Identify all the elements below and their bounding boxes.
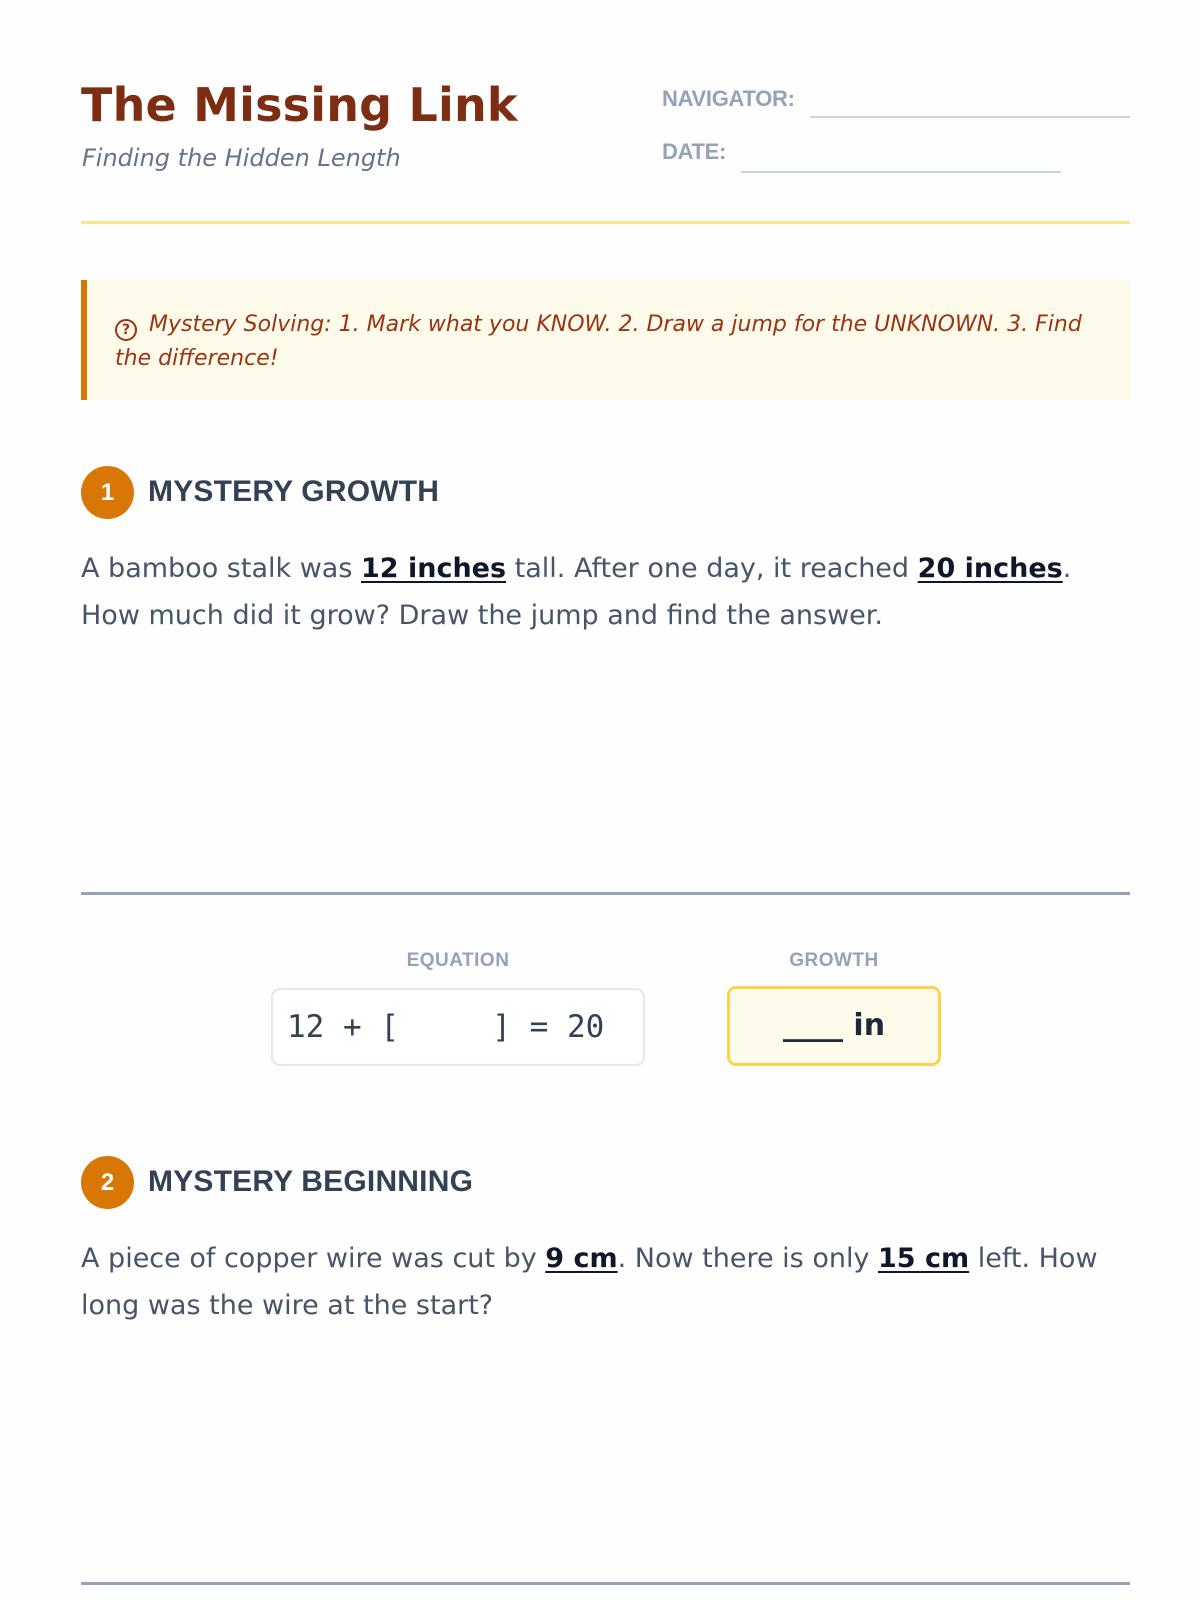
navigator-field[interactable] xyxy=(810,116,1130,118)
answer-blank: ____ xyxy=(782,1008,843,1043)
page-title: The Missing Link xyxy=(81,78,518,132)
problem-2-title: MYSTERY BEGINNING xyxy=(148,1165,474,1198)
equation-box[interactable]: 12 + [ ] = 20 xyxy=(271,988,645,1066)
answer-unit: in xyxy=(853,1008,886,1043)
known-start-value: 12 inches xyxy=(361,553,507,584)
problem-1-number-badge: 1 xyxy=(81,466,134,519)
problem-1-work-line xyxy=(81,892,1130,895)
worksheet-page xyxy=(81,0,1130,1600)
question-circle-icon: ? xyxy=(115,319,137,341)
equation-label: EQUATION xyxy=(406,950,510,971)
remaining-length-value: 15 cm xyxy=(878,1243,970,1274)
date-label: DATE: xyxy=(662,139,727,164)
tip-text: Mystery Solving: 1. Mark what you KNOW. 2. Draw a jump for the UNKNOWN. 3. Find the difference! xyxy=(115,312,1082,371)
problem-2-text: A piece of copper wire was cut by 9 cm. Now there is only 15 cm left. How long was the wire at the start? xyxy=(81,1243,1098,1321)
problem-2-work-line xyxy=(81,1582,1130,1585)
page-subtitle: Finding the Hidden Length xyxy=(82,144,401,172)
tip-callout xyxy=(81,280,1130,400)
problem-1-text: A bamboo stalk was 12 inches tall. After one day, it reached 20 inches. How much did it grow? Draw the jump and find the answer. xyxy=(81,553,1072,631)
known-end-value: 20 inches xyxy=(917,553,1063,584)
problem-2-number-badge: 2 xyxy=(81,1156,134,1209)
header xyxy=(81,78,1130,188)
header-divider xyxy=(81,221,1130,224)
growth-answer-box[interactable] xyxy=(727,986,941,1066)
navigator-label: NAVIGATOR: xyxy=(662,86,795,111)
date-field[interactable] xyxy=(741,171,1061,173)
growth-label: GROWTH xyxy=(789,950,879,971)
problem-1-title: MYSTERY GROWTH xyxy=(148,475,440,508)
cut-length-value: 9 cm xyxy=(545,1243,618,1274)
